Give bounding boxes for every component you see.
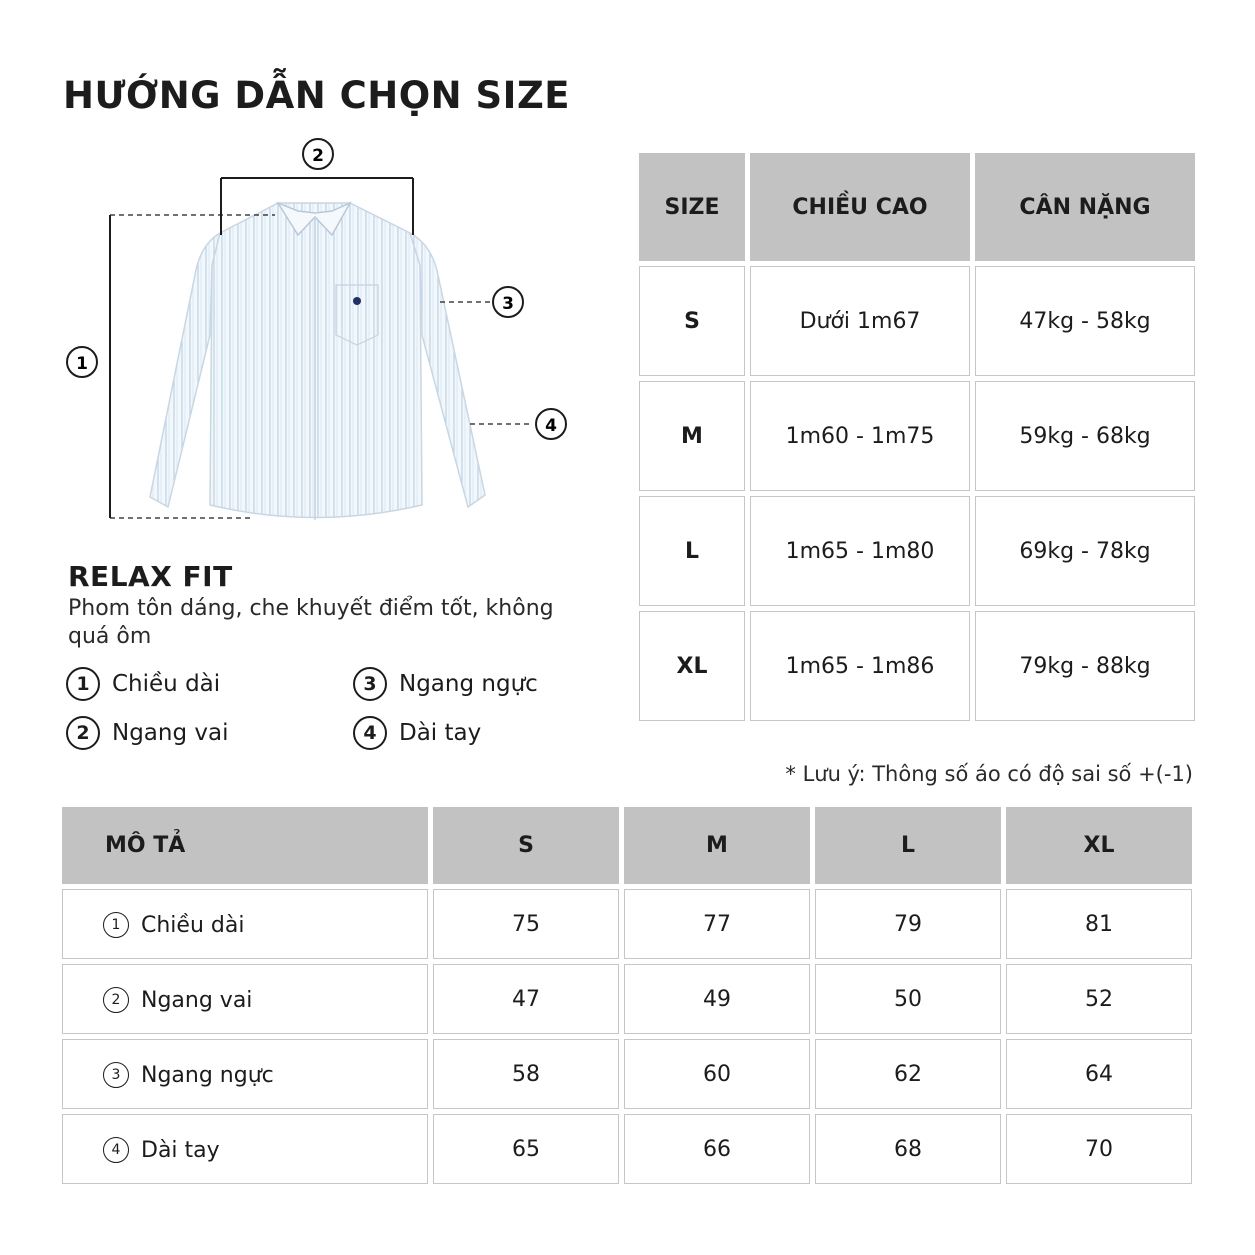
- value-cell: 65: [433, 1114, 619, 1184]
- table-row: [639, 266, 1195, 376]
- value-cell: 52: [1006, 964, 1192, 1034]
- size-table-header: [639, 153, 1195, 261]
- marker-4: [536, 409, 566, 439]
- height-cell: Dưới 1m67: [750, 266, 970, 376]
- weight-cell: 47kg - 58kg: [975, 266, 1195, 376]
- table-row: [639, 496, 1195, 606]
- value-cell: 75: [433, 889, 619, 959]
- row-label-cell: [62, 964, 428, 1034]
- height-cell: 1m65 - 1m80: [750, 496, 970, 606]
- fit-name: RELAX FIT: [68, 560, 233, 593]
- row-label: Ngang vai: [141, 987, 253, 1013]
- value-cell: 81: [1006, 889, 1192, 959]
- legend-item-chest: [353, 667, 538, 701]
- legend-label: Chiều dài: [112, 671, 221, 697]
- value-cell: 47: [433, 964, 619, 1034]
- marker-2: [303, 139, 333, 169]
- header-s: S: [433, 807, 619, 884]
- value-cell: 49: [624, 964, 810, 1034]
- weight-cell: 69kg - 78kg: [975, 496, 1195, 606]
- value-cell: 62: [815, 1039, 1001, 1109]
- row-label: Dài tay: [141, 1137, 220, 1163]
- height-cell: 1m60 - 1m75: [750, 381, 970, 491]
- tolerance-note: * Lưu ý: Thông số áo có độ sai số +(-1): [785, 762, 1193, 786]
- value-cell: 70: [1006, 1114, 1192, 1184]
- measurement-table: [57, 802, 1197, 1189]
- row-badge: 4: [103, 1137, 129, 1163]
- header-height: CHIỀU CAO: [750, 153, 970, 261]
- legend-label: Ngang vai: [112, 720, 229, 746]
- legend-badge: 2: [66, 716, 100, 750]
- value-cell: 68: [815, 1114, 1001, 1184]
- table-row: [62, 1114, 1192, 1184]
- size-cell: M: [639, 381, 745, 491]
- value-cell: 66: [624, 1114, 810, 1184]
- weight-cell: 59kg - 68kg: [975, 381, 1195, 491]
- shirt-image: [150, 203, 485, 520]
- fit-description: Phom tôn dáng, che khuyết điểm tốt, không quá ôm: [68, 596, 554, 649]
- header-description: MÔ TẢ: [62, 807, 428, 884]
- value-cell: 58: [433, 1039, 619, 1109]
- value-cell: 60: [624, 1039, 810, 1109]
- legend-item-shoulder: [66, 716, 228, 750]
- header-m: M: [624, 807, 810, 884]
- header-xl: XL: [1006, 807, 1192, 884]
- header-size: SIZE: [639, 153, 745, 261]
- legend-label: Dài tay: [399, 720, 482, 746]
- header-weight: CÂN NẶNG: [975, 153, 1195, 261]
- marker-2-label: 2: [312, 146, 324, 166]
- size-table: [634, 148, 1200, 726]
- measurement-table-header: [62, 807, 1192, 884]
- table-row: [639, 381, 1195, 491]
- table-row: [62, 1039, 1192, 1109]
- row-badge: 1: [103, 912, 129, 938]
- value-cell: 50: [815, 964, 1001, 1034]
- row-label-cell: [62, 889, 428, 959]
- header-l: L: [815, 807, 1001, 884]
- row-label: Ngang ngực: [141, 1062, 274, 1088]
- legend-label: Ngang ngực: [399, 671, 538, 697]
- size-cell: XL: [639, 611, 745, 721]
- value-cell: 64: [1006, 1039, 1192, 1109]
- marker-4-label: 4: [545, 416, 557, 436]
- table-row: [62, 889, 1192, 959]
- table-row: [62, 964, 1192, 1034]
- weight-cell: 79kg - 88kg: [975, 611, 1195, 721]
- legend-badge: 3: [353, 667, 387, 701]
- value-cell: 79: [815, 889, 1001, 959]
- height-cell: 1m65 - 1m86: [750, 611, 970, 721]
- value-cell: 77: [624, 889, 810, 959]
- legend-badge: 4: [353, 716, 387, 750]
- row-badge: 2: [103, 987, 129, 1013]
- marker-1-label: 1: [76, 354, 88, 374]
- shirt-diagram: [60, 135, 580, 535]
- legend-badge: 1: [66, 667, 100, 701]
- row-label-cell: [62, 1039, 428, 1109]
- legend-item-length: [66, 667, 220, 701]
- marker-1: [67, 347, 97, 377]
- table-row: [639, 611, 1195, 721]
- marker-3: [493, 287, 523, 317]
- row-label: Chiều dài: [141, 912, 245, 938]
- page-title: HƯỚNG DẪN CHỌN SIZE: [63, 74, 571, 117]
- marker-3-label: 3: [502, 294, 514, 314]
- row-badge: 3: [103, 1062, 129, 1088]
- size-cell: S: [639, 266, 745, 376]
- legend-item-sleeve: [353, 716, 481, 750]
- row-label-cell: [62, 1114, 428, 1184]
- size-cell: L: [639, 496, 745, 606]
